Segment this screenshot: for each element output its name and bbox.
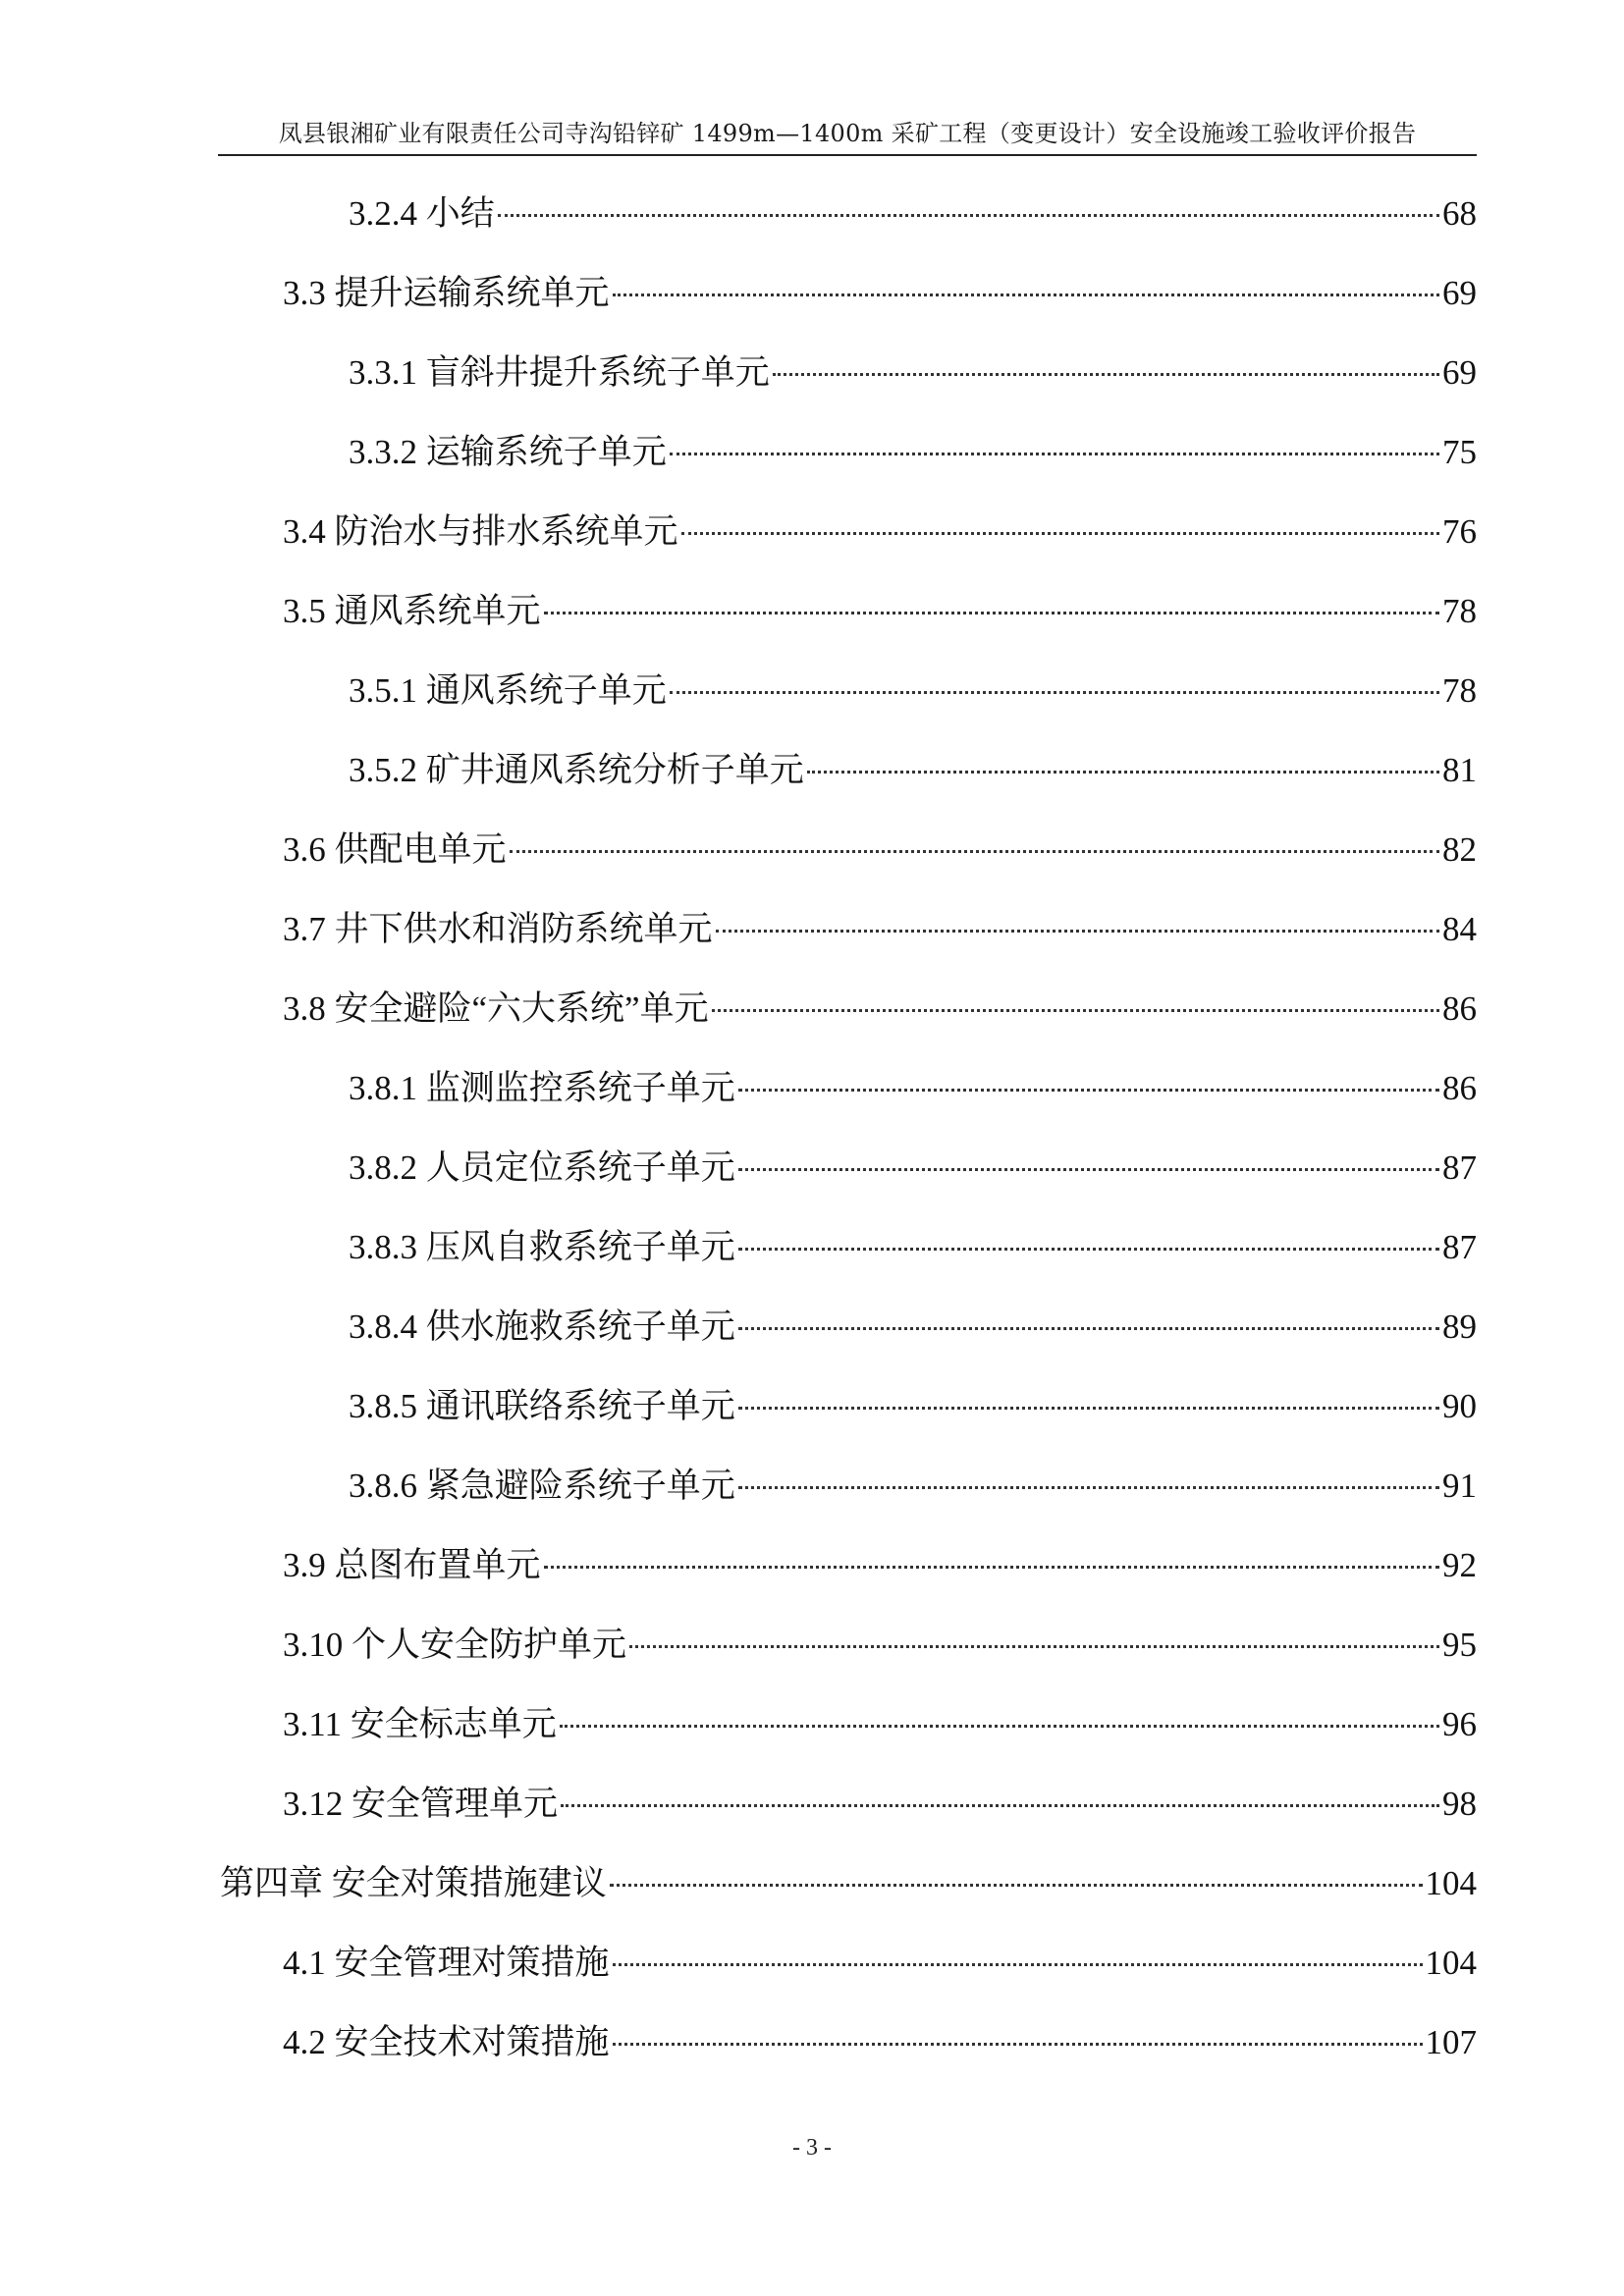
toc-entry[interactable] (349, 187, 1477, 241)
toc-entry-title: 3.7 井下供水和消防系统单元 (283, 910, 713, 948)
toc-entry[interactable] (349, 743, 1477, 798)
toc-entry-title: 3.9 总图布置单元 (283, 1546, 541, 1584)
toc-entry-page: 90 (1442, 1387, 1477, 1425)
toc-entry-title: 3.4 防治水与排水系统单元 (283, 512, 678, 551)
toc-entry-title: 4.2 安全技术对策措施 (283, 2023, 610, 2061)
toc-entry-title: 4.1 安全管理对策措施 (283, 1944, 610, 1982)
toc-entry-title: 第四章 安全对策措施建议 (220, 1864, 607, 1902)
toc-entry[interactable] (283, 1538, 1477, 1593)
toc-entry-title: 3.8.3 压风自救系统子单元 (349, 1228, 735, 1266)
toc-entry[interactable] (283, 1618, 1477, 1673)
toc-dot-leader (738, 1326, 1439, 1330)
toc-dot-leader (670, 452, 1439, 455)
toc-entry-title: 3.8.4 供水施救系统子单元 (349, 1308, 735, 1346)
toc-dot-leader (738, 1406, 1439, 1410)
toc-dot-leader (610, 1883, 1423, 1887)
toc-entry[interactable] (349, 1379, 1477, 1434)
toc-entry-page: 69 (1442, 274, 1477, 312)
toc-entry[interactable] (283, 1936, 1477, 1991)
toc-entry-title: 3.8.2 人员定位系统子单元 (349, 1148, 735, 1187)
toc-dot-leader (670, 690, 1439, 694)
toc-entry[interactable] (349, 1459, 1477, 1514)
toc-entry-title: 3.5 通风系统单元 (283, 592, 541, 630)
toc-dot-leader (544, 1565, 1439, 1569)
toc-entry[interactable] (283, 1777, 1477, 1832)
toc-entry-page: 87 (1442, 1228, 1477, 1266)
toc-entry[interactable] (283, 982, 1477, 1037)
toc-entry-page: 96 (1442, 1705, 1477, 1743)
toc-dot-leader (613, 2042, 1423, 2046)
toc-entry-page: 104 (1425, 1864, 1477, 1902)
toc-dot-leader (510, 849, 1439, 853)
toc-entry[interactable] (283, 823, 1477, 878)
toc-entry-page: 86 (1442, 989, 1477, 1028)
toc-dot-leader (738, 1167, 1439, 1171)
toc-entry-title: 3.2.4 小结 (349, 194, 495, 233)
toc-entry-title: 3.8.1 监测监控系统子单元 (349, 1069, 735, 1107)
page-number: - 3 - (792, 2135, 832, 2161)
toc-entry-page: 78 (1442, 592, 1477, 630)
toc-entry-page: 87 (1442, 1148, 1477, 1187)
toc-entry[interactable] (349, 1061, 1477, 1116)
toc-dot-leader (681, 531, 1439, 535)
toc-entry[interactable] (283, 2015, 1477, 2070)
toc-entry[interactable] (349, 1141, 1477, 1196)
toc-entry[interactable] (283, 584, 1477, 639)
toc-entry-page: 82 (1442, 830, 1477, 869)
toc-entry-page: 107 (1425, 2023, 1477, 2061)
toc-entry[interactable] (283, 1697, 1477, 1752)
toc-entry-page: 69 (1442, 353, 1477, 392)
toc-entry-page: 76 (1442, 512, 1477, 551)
toc-entry[interactable] (349, 664, 1477, 719)
toc-dot-leader (716, 929, 1439, 933)
header-rule (218, 154, 1477, 156)
toc-dot-leader (738, 1247, 1439, 1251)
toc-entry-title: 3.3.2 运输系统子单元 (349, 433, 667, 471)
toc-dot-leader (560, 1724, 1439, 1728)
toc-dot-leader (613, 293, 1439, 296)
toc-dot-leader (498, 213, 1439, 217)
toc-entry-title: 3.5.1 通风系统子单元 (349, 671, 667, 710)
toc-entry-page: 81 (1442, 751, 1477, 789)
toc-entry-page: 95 (1442, 1626, 1477, 1664)
toc-entry-page: 91 (1442, 1467, 1477, 1505)
toc-entry[interactable] (349, 1300, 1477, 1355)
toc-dot-leader (712, 1008, 1439, 1012)
toc-entry[interactable] (349, 425, 1477, 480)
toc-entry-page: 98 (1442, 1785, 1477, 1823)
toc-entry-title: 3.10 个人安全防护单元 (283, 1626, 627, 1664)
toc-entry[interactable] (349, 1220, 1477, 1275)
toc-entry-title: 3.3.1 盲斜井提升系统子单元 (349, 353, 770, 392)
toc-entry[interactable] (283, 505, 1477, 560)
toc-entry[interactable] (220, 1856, 1477, 1911)
toc-dot-leader (629, 1644, 1439, 1648)
toc-entry-page: 86 (1442, 1069, 1477, 1107)
toc-dot-leader (738, 1485, 1439, 1489)
toc-entry[interactable] (283, 902, 1477, 957)
toc-entry-page: 84 (1442, 910, 1477, 948)
toc-entry-page: 78 (1442, 671, 1477, 710)
toc-entry-title: 3.8.6 紧急避险系统子单元 (349, 1467, 735, 1505)
toc-entry-title: 3.12 安全管理单元 (283, 1785, 559, 1823)
toc-entry-page: 68 (1442, 194, 1477, 233)
toc-dot-leader (738, 1088, 1439, 1092)
toc-entry-title: 3.6 供配电单元 (283, 830, 507, 869)
toc-dot-leader (613, 1962, 1423, 1966)
toc-entry-page: 92 (1442, 1546, 1477, 1584)
toc-entry-page: 104 (1425, 1944, 1477, 1982)
toc-entry-page: 75 (1442, 433, 1477, 471)
toc-entry-title: 3.8 安全避险“六大系统”单元 (283, 989, 709, 1028)
toc-dot-leader (544, 611, 1439, 614)
toc-dot-leader (807, 770, 1439, 774)
toc-dot-leader (561, 1803, 1439, 1807)
toc-entry-page: 89 (1442, 1308, 1477, 1346)
toc-entry-title: 3.5.2 矿井通风系统分析子单元 (349, 751, 804, 789)
toc-entry-title: 3.8.5 通讯联络系统子单元 (349, 1387, 735, 1425)
toc-entry-title: 3.3 提升运输系统单元 (283, 274, 610, 312)
toc-entry-title: 3.11 安全标志单元 (283, 1705, 557, 1743)
toc-entry[interactable] (283, 266, 1477, 321)
page-header: 凤县银湘矿业有限责任公司寺沟铅锌矿 1499m—1400m 采矿工程（变更设计）安全设施竣工验收评价报告 (278, 120, 1417, 147)
toc-dot-leader (773, 372, 1439, 376)
toc-entry[interactable] (349, 346, 1477, 400)
